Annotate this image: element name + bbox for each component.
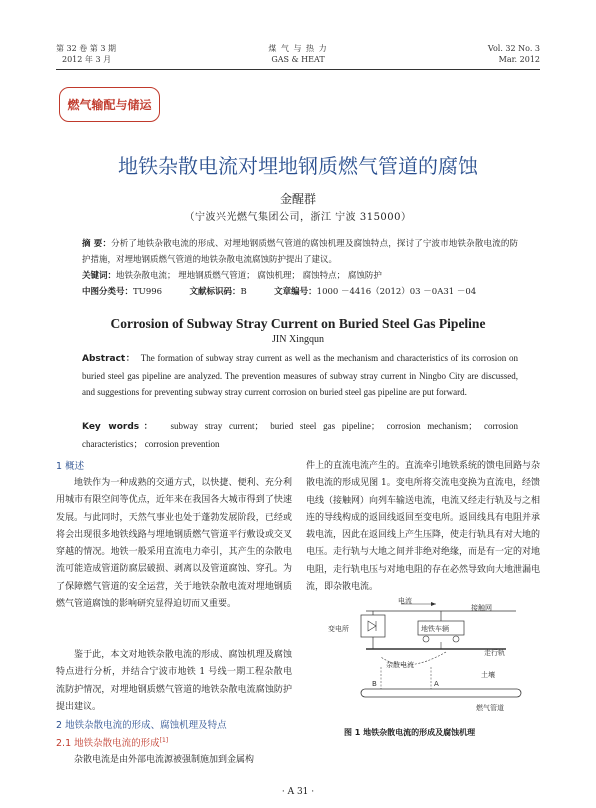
clc-label: 中图分类号： [82, 287, 134, 297]
right-column-paragraph: 件上的直流电流产生的。直流牵引地铁系统的馈电回路与杂散电流的形成见图 1。变电所将交流电变换为直流电，经馈电线（接触网）向列车输送电流，电流又经走行轨及与之相连的导线构成的返回线返回至变电所。返回线具有电阻并承载电流，因此在返回线上产生压降，使走行轨具有对大地的电压。走行轨与大地之间并非绝对绝缘，而是有一定的对地电阻，走行轨电压与对地电阻的存在必然导致向大地泄漏电流，即杂散电流。 [306, 461, 541, 593]
label-point-b: B [372, 680, 377, 688]
article-title-en: Corrosion of Subway Stray Current on Buried Steel Gas Pipeline [110, 316, 486, 331]
article-title-cn: 地铁杂散电流对埋地钢质燃气管道的腐蚀 [118, 154, 478, 178]
abstract-cn-text: 分析了地铁杂散电流的形成、对埋地钢质燃气管道的腐蚀机理及腐蚀特点，探讨了宁波市地铁杂散电流的防护措施，对埋地钢质燃气管道的地铁杂散电流腐蚀防护提出了建议。 [82, 239, 518, 265]
abstract-cn-label: 摘 要： [82, 239, 112, 249]
doc-code-value: B [240, 287, 247, 297]
header-volume-cn: 第 32 卷 第 3 期 [56, 44, 116, 53]
section-2-1-heading [56, 735, 168, 749]
keywords-cn-text: 地铁杂散电流； 埋地钢质燃气管道； 腐蚀机理； 腐蚀特点； 腐蚀防护 [116, 271, 382, 281]
section-tag: 燃气输配与储运 [59, 87, 160, 122]
label-substation: 变电所 [328, 625, 349, 633]
keywords-en [82, 418, 518, 452]
article-number-value: 1000 －4416（2012）03 －0A31 －04 [316, 287, 477, 297]
section-1-heading: 1 概述 [56, 461, 85, 472]
abstract-en [82, 350, 518, 401]
author-cn: 金醒群 [279, 192, 316, 206]
doc-code-label: 文献标识码： [189, 287, 241, 297]
keywords-en-label: Key words： [82, 422, 158, 432]
current-arrowhead [431, 602, 436, 606]
keywords-cn-label: 关键词： [82, 271, 117, 281]
keywords-cn [82, 268, 518, 284]
article-number-label: 文章编号： [274, 287, 317, 297]
header-journal-cn: 煤 气 与 热 力 [268, 44, 328, 53]
header-date-cn: 2012 年 3 月 [62, 55, 112, 64]
clc-value: TU996 [133, 287, 163, 297]
keywords-en-text: subway stray current； buried steel gas pipeline； corrosion mechanism； corrosion characteristics； corrosion prevention [82, 421, 519, 449]
page-number: · A 31 · [281, 787, 315, 797]
header-volume-en: Vol. 32 No. 3 [487, 44, 540, 53]
label-current: 电流 [398, 597, 412, 605]
header-date-en: Mar. 2012 [498, 55, 540, 64]
label-pipeline: 燃气管道 [476, 704, 504, 712]
header-rule [56, 69, 540, 70]
label-catenary: 接触网 [471, 604, 492, 612]
section-2-1-title: 2.1 地铁杂散电流的形成 [56, 738, 160, 749]
substation-box [361, 615, 385, 637]
author-en: JIN Xingqun [272, 334, 324, 345]
section-1-paragraph-1: 地铁作为一种成熟的交通方式，以快捷、便利、充分利用城市有限空间等优点，近年来在我国各大城市得到了快速发展。与此同时，天然气事业也处于蓬勃发展阶段，已经或将会出现很多地铁线路与埋地钢质燃气管道平行敷设或交叉穿越的情况。地铁一般采用直流电力牵引，其产生的杂散电流可能造成管道防腐层破损、剥离以及管道腐蚀、穿孔。为了保障燃气管道的安全运营，关于地铁杂散电流对埋地钢质燃气管道腐蚀的影响研究显得迫切而又重要。 [56, 478, 292, 610]
section-1-paragraph-2: 鉴于此，本文对地铁杂散电流的形成、腐蚀机理及腐蚀特点进行分析，并结合宁波市地铁 1 号线一期工程杂散电流防护情况，对埋地钢质燃气管道的地铁杂散电流腐蚀防护提出建议。 [56, 650, 292, 712]
classification-line [82, 284, 518, 300]
section-2-1-ref[interactable]: [1] [159, 736, 169, 744]
figure-1-caption: 图 1 地铁杂散电流的形成及腐蚀机理 [344, 728, 476, 737]
label-rail: 走行轨 [484, 649, 505, 657]
label-vehicle: 地铁车辆 [421, 625, 449, 633]
label-soil: 土壤 [481, 671, 495, 679]
figure-1-diagram [306, 597, 540, 725]
abstract-en-text: The formation of subway stray current as well as the mechanism and characteristics of its corrosion on buried steel gas pipeline are analyzed. The prevention measures of subway stray current in Ningbo City are discussed, and suggestions for preventing subway stray current corrosion on buried steel gas pipeline are put forward. [82, 353, 519, 397]
label-stray-current: 杂散电流 [386, 661, 414, 669]
header-journal-en: GAS & HEAT [271, 55, 325, 64]
abstract-cn [82, 236, 518, 268]
affiliation-cn: （宁波兴光燃气集团公司，浙江 宁波 315000） [184, 212, 412, 223]
abstract-en-label: Abstract： [82, 354, 136, 364]
section-2-heading: 2 地铁杂散电流的形成、腐蚀机理及特点 [56, 720, 227, 731]
rectifier-icon [368, 621, 376, 631]
label-point-a: A [434, 680, 439, 688]
wheel-right [453, 636, 459, 642]
section-2-1-paragraph: 杂散电流是由外部电流源被强制施加到金属构 [74, 755, 255, 765]
gas-pipeline [361, 689, 521, 697]
wheel-left [423, 636, 429, 642]
